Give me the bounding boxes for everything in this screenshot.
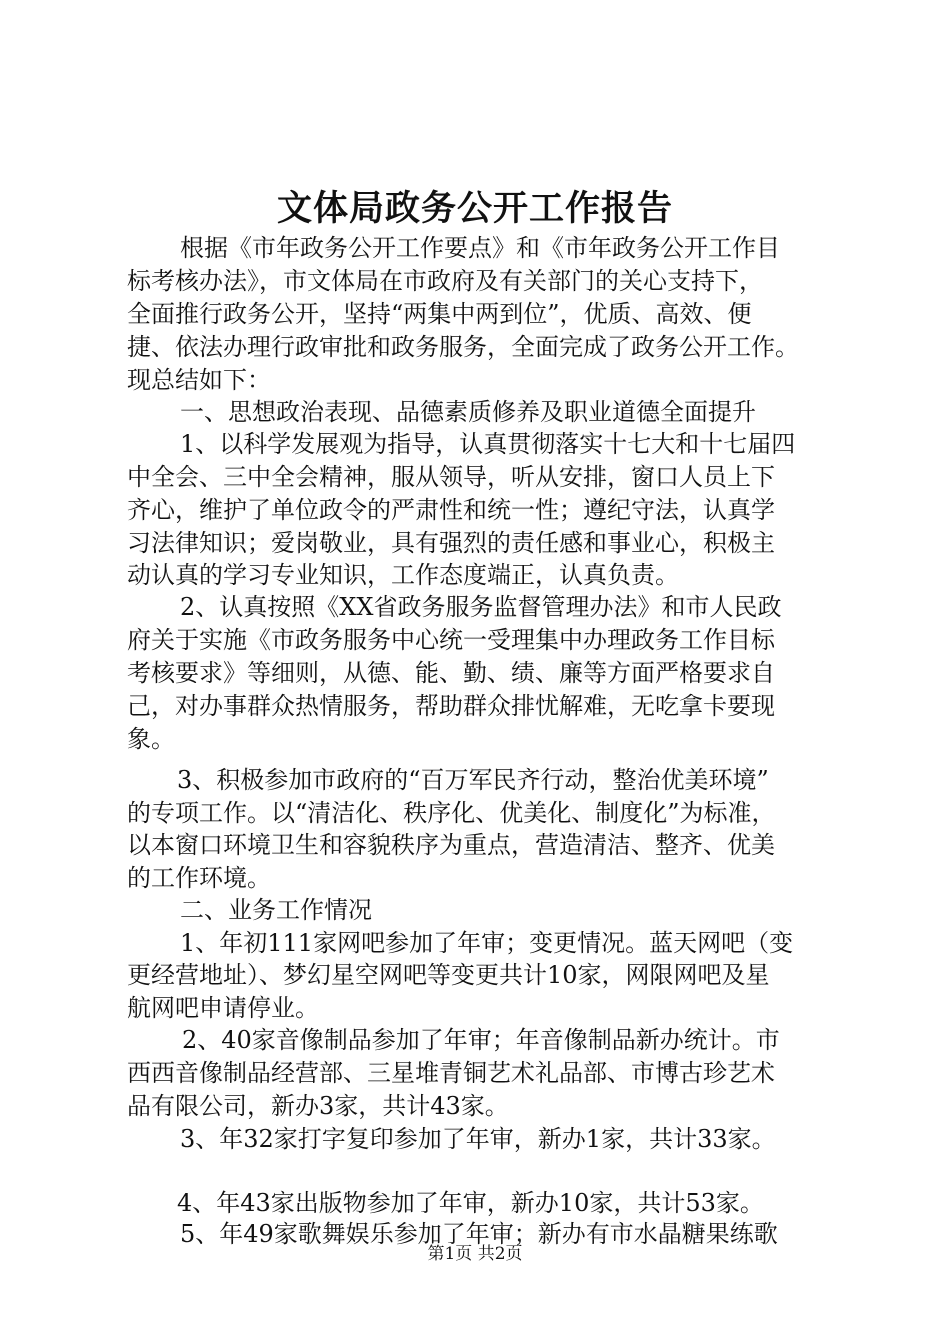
text-line: 2、认真按照《XX省政务服务监督管理办法》和市人民政 (180, 593, 782, 621)
text-line: 的工作环境。 (127, 864, 271, 892)
text-line: 考核要求》等细则，从德、能、勤、绩、廉等方面严格要求自 (127, 659, 775, 687)
text-line: 航网吧申请停业。 (127, 994, 319, 1022)
text-line: 更经营地址）、梦幻星空网吧等变更共计10家，网限网吧及星 (127, 961, 770, 989)
text-line: 西西音像制品经营部、三星堆青铜艺术礼品部、市博古珍艺术 (127, 1059, 775, 1087)
text-line: 3、年32家打字复印参加了年审，新办1家，共计33家。 (180, 1125, 776, 1153)
text-line: 动认真的学习专业知识，工作态度端正，认真负责。 (127, 561, 679, 589)
text-line: 全面推行政务公开，坚持“两集中两到位”，优质、高效、便 (127, 300, 752, 328)
text-line: 现总结如下： (127, 366, 271, 394)
text-line: 捷、依法办理行政审批和政务服务，全面完成了政务公开工作。 (127, 333, 799, 361)
text-line: 习法律知识；爱岗敬业，具有强烈的责任感和事业心，积极主 (127, 529, 775, 557)
text-line: 齐心，维护了单位政令的严肃性和统一性；遵纪守法，认真学 (127, 496, 775, 524)
text-line: 中全会、三中全会精神，服从领导，听从安排，窗口人员上下 (127, 463, 775, 491)
text-line: 己，对办事群众热情服务，帮助群众排忧解难，无吃拿卡要现 (127, 692, 775, 720)
text-line: 1、年初111家网吧参加了年审；变更情况。蓝天网吧（变 (180, 929, 794, 957)
text-line: 标考核办法》，市文体局在市政府及有关部门的关心支持下， (127, 267, 763, 295)
page-title: 文体局政务公开工作报告 (276, 188, 673, 229)
text-line: 2、40家音像制品参加了年审；年音像制品新办统计。市 (182, 1026, 780, 1054)
text-line: 象。 (127, 725, 175, 753)
text-line: 4、年43家出版物参加了年审，新办10家，共计53家。 (177, 1189, 764, 1217)
text-line: 的专项工作。以“清洁化、秩序化、优美化、制度化”为标准， (127, 799, 776, 827)
text-line: 5、年49家歌舞娱乐参加了年审；新办有市水晶糖果练歌 (180, 1220, 778, 1248)
page-number: 第1页 共2页 (427, 1244, 523, 1264)
section-heading: 一、思想政治表现、品德素质修养及职业道德全面提升 (180, 398, 756, 426)
section-heading: 二、业务工作情况 (180, 896, 372, 924)
text-line: 品有限公司，新办3家，共计43家。 (127, 1092, 509, 1120)
text-line: 以本窗口环境卫生和容貌秩序为重点，营造清洁、整齐、优美 (127, 831, 775, 859)
text-line: 根据《市年政务公开工作要点》和《市年政务公开工作目 (180, 234, 780, 262)
text-line: 府关于实施《市政务服务中心统一受理集中办理政务工作目标 (127, 626, 775, 654)
text-line: 1、以科学发展观为指导，认真贯彻落实十七大和十七届四 (180, 430, 796, 458)
text-line: 3、积极参加市政府的“百万军民齐行动，整治优美环境” (177, 766, 769, 794)
